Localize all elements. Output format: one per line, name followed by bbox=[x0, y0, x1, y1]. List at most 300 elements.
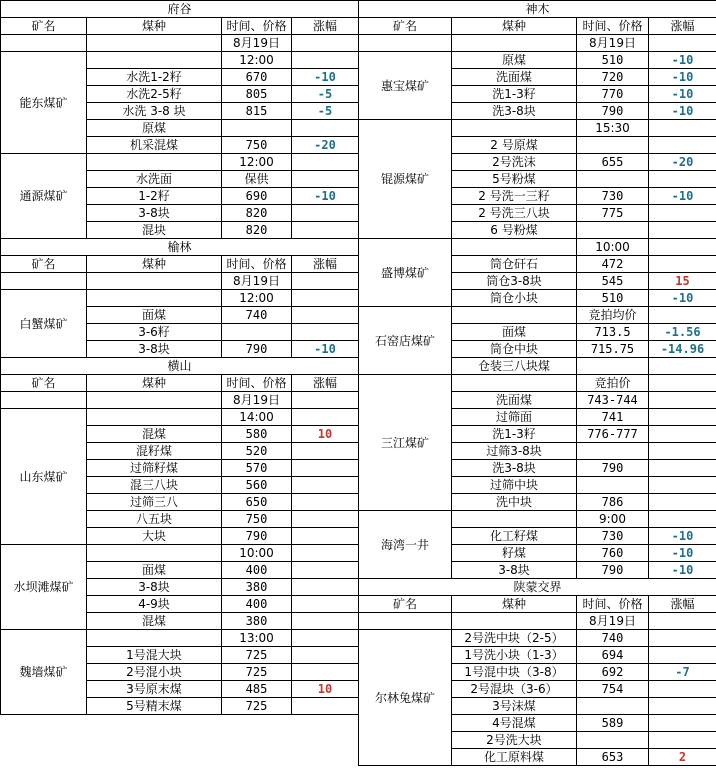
price-cell: 400 bbox=[222, 562, 292, 579]
coal-type: 面煤 bbox=[87, 307, 222, 324]
coal-type: 2号洗中块（2-5） bbox=[452, 630, 577, 647]
change-cell bbox=[649, 137, 716, 154]
blank-cell bbox=[292, 290, 359, 307]
table-row bbox=[359, 630, 716, 647]
table-row bbox=[1, 154, 359, 171]
coal-type: 3号沫煤 bbox=[452, 698, 577, 715]
price-cell: 690 bbox=[222, 188, 292, 205]
blank-cell bbox=[292, 35, 359, 52]
price-cell: 805 bbox=[222, 86, 292, 103]
change-cell bbox=[649, 409, 716, 426]
left-price-table bbox=[0, 0, 359, 715]
price-cell: 754 bbox=[577, 681, 649, 698]
price-cell: 589 bbox=[577, 715, 649, 732]
coal-type: 6 号粉煤 bbox=[452, 222, 577, 239]
change-cell: -10 bbox=[649, 290, 716, 307]
table-row bbox=[359, 239, 716, 256]
coal-type: 原煤 bbox=[87, 120, 222, 137]
coal-type: 过筛3-8块 bbox=[452, 443, 577, 460]
change-cell bbox=[292, 171, 359, 188]
column-header: 煤种 bbox=[87, 375, 222, 392]
blank-cell bbox=[87, 52, 222, 69]
price-cell bbox=[577, 732, 649, 749]
coal-type: 籽煤 bbox=[452, 545, 577, 562]
price-cell: 380 bbox=[222, 613, 292, 630]
price-cell: 650 bbox=[222, 494, 292, 511]
price-cell: 400 bbox=[222, 596, 292, 613]
price-cell: 725 bbox=[222, 647, 292, 664]
coal-type: 八五块 bbox=[87, 511, 222, 528]
region-title: 横山 bbox=[1, 358, 359, 375]
column-header: 矿名 bbox=[359, 18, 452, 35]
time-cell: 10:00 bbox=[222, 545, 292, 562]
change-cell: -20 bbox=[292, 137, 359, 154]
price-cell: 510 bbox=[577, 290, 649, 307]
coal-type: 混籽煤 bbox=[87, 443, 222, 460]
coal-type: 2 号原煤 bbox=[452, 137, 577, 154]
coal-type: 水洗面 bbox=[87, 171, 222, 188]
price-cell: 520 bbox=[222, 443, 292, 460]
table-row bbox=[1, 358, 359, 375]
blank-cell bbox=[452, 35, 577, 52]
price-cell: 750 bbox=[222, 137, 292, 154]
coal-type: 原煤 bbox=[452, 52, 577, 69]
table-row bbox=[1, 18, 359, 35]
coal-type: 1-2籽 bbox=[87, 188, 222, 205]
table-row bbox=[1, 239, 359, 256]
column-header: 矿名 bbox=[1, 256, 87, 273]
blank-cell bbox=[359, 613, 452, 630]
blank-cell bbox=[452, 120, 577, 137]
blank-cell bbox=[452, 375, 577, 392]
coal-type: 洗3-8块 bbox=[452, 460, 577, 477]
price-cell: 715.75 bbox=[577, 341, 649, 358]
blank-cell bbox=[649, 375, 716, 392]
change-cell bbox=[292, 511, 359, 528]
change-cell: 2 bbox=[649, 749, 716, 766]
price-cell: 820 bbox=[222, 205, 292, 222]
coal-type: 筒仓小块 bbox=[452, 290, 577, 307]
price-cell bbox=[222, 120, 292, 137]
mine-name: 魏墙煤矿 bbox=[1, 630, 87, 715]
date-cell: 8月19日 bbox=[222, 392, 292, 409]
price-cell: 保供 bbox=[222, 171, 292, 188]
table-row bbox=[359, 120, 716, 137]
table-row bbox=[1, 375, 359, 392]
change-cell: -10 bbox=[649, 562, 716, 579]
table-row bbox=[359, 52, 716, 69]
blank-cell bbox=[87, 545, 222, 562]
price-cell: 510 bbox=[577, 52, 649, 69]
table-row bbox=[359, 1, 716, 18]
change-cell bbox=[649, 358, 716, 375]
table-row bbox=[1, 52, 359, 69]
change-cell bbox=[649, 494, 716, 511]
change-cell: -14.96 bbox=[649, 341, 716, 358]
coal-type: 5号精末煤 bbox=[87, 698, 222, 715]
change-cell bbox=[292, 613, 359, 630]
change-cell bbox=[649, 171, 716, 188]
price-cell: 560 bbox=[222, 477, 292, 494]
mine-name: 盛博煤矿 bbox=[359, 239, 452, 307]
blank-cell bbox=[452, 239, 577, 256]
coal-type: 3-8块 bbox=[452, 562, 577, 579]
blank-cell bbox=[292, 273, 359, 290]
blank-cell bbox=[359, 35, 452, 52]
price-cell: 730 bbox=[577, 188, 649, 205]
price-cell: 485 bbox=[222, 681, 292, 698]
price-cell: 580 bbox=[222, 426, 292, 443]
coal-type: 1号洗小块（1-3） bbox=[452, 647, 577, 664]
price-cell: 380 bbox=[222, 579, 292, 596]
column-header: 矿名 bbox=[359, 596, 452, 613]
change-cell bbox=[649, 715, 716, 732]
table-row bbox=[1, 545, 359, 562]
table-row bbox=[1, 1, 359, 18]
price-cell: 740 bbox=[577, 630, 649, 647]
change-cell bbox=[292, 562, 359, 579]
mine-name: 海湾一井 bbox=[359, 511, 452, 579]
change-cell bbox=[649, 647, 716, 664]
change-cell: 10 bbox=[292, 681, 359, 698]
table-row bbox=[359, 307, 716, 324]
table-row bbox=[359, 375, 716, 392]
price-cell: 790 bbox=[577, 103, 649, 120]
coal-type: 1号混中块（3-8） bbox=[452, 664, 577, 681]
region-title: 榆林 bbox=[1, 239, 359, 256]
column-header: 时间、价格 bbox=[577, 596, 649, 613]
price-cell: 655 bbox=[577, 154, 649, 171]
price-cell: 790 bbox=[577, 562, 649, 579]
column-header: 时间、价格 bbox=[222, 18, 292, 35]
date-cell: 8月19日 bbox=[577, 613, 649, 630]
table-row bbox=[1, 256, 359, 273]
coal-type: 4-9块 bbox=[87, 596, 222, 613]
change-cell: -5 bbox=[292, 103, 359, 120]
price-cell: 790 bbox=[222, 528, 292, 545]
price-cell bbox=[577, 171, 649, 188]
mine-name: 通源煤矿 bbox=[1, 154, 87, 239]
blank-cell bbox=[87, 35, 222, 52]
blank-cell bbox=[452, 307, 577, 324]
blank-cell bbox=[87, 392, 222, 409]
time-cell: 9:00 bbox=[577, 511, 649, 528]
time-cell: 10:00 bbox=[577, 239, 649, 256]
table-row bbox=[1, 409, 359, 426]
blank-cell bbox=[292, 52, 359, 69]
coal-type: 洗面煤 bbox=[452, 69, 577, 86]
price-cell: 741 bbox=[577, 409, 649, 426]
mine-name: 白蟹煤矿 bbox=[1, 290, 87, 358]
change-cell: -1.56 bbox=[649, 324, 716, 341]
time-cell: 13:00 bbox=[222, 630, 292, 647]
change-cell bbox=[649, 426, 716, 443]
time-cell: 12:00 bbox=[222, 154, 292, 171]
price-cell: 770 bbox=[577, 86, 649, 103]
price-cell bbox=[577, 443, 649, 460]
blank-cell bbox=[649, 35, 716, 52]
change-cell: -10 bbox=[292, 188, 359, 205]
coal-type: 面煤 bbox=[452, 324, 577, 341]
coal-type: 2 号洗一三籽 bbox=[452, 188, 577, 205]
blank-cell bbox=[292, 409, 359, 426]
column-header: 煤种 bbox=[452, 596, 577, 613]
coal-type: 面煤 bbox=[87, 562, 222, 579]
coal-type: 过筛面 bbox=[452, 409, 577, 426]
price-cell: 720 bbox=[577, 69, 649, 86]
change-cell bbox=[649, 256, 716, 273]
change-cell bbox=[292, 222, 359, 239]
coal-type: 过筛籽煤 bbox=[87, 460, 222, 477]
column-header: 矿名 bbox=[1, 18, 87, 35]
change-cell bbox=[649, 205, 716, 222]
change-cell: -10 bbox=[292, 69, 359, 86]
coal-type: 化工籽煤 bbox=[452, 528, 577, 545]
region-title: 神木 bbox=[359, 1, 716, 18]
blank-cell bbox=[292, 630, 359, 647]
coal-type: 3号原末煤 bbox=[87, 681, 222, 698]
change-cell: -10 bbox=[649, 545, 716, 562]
coal-type: 混煤 bbox=[87, 613, 222, 630]
coal-type: 水洗2-5籽 bbox=[87, 86, 222, 103]
price-cell: 713.5 bbox=[577, 324, 649, 341]
change-cell bbox=[292, 307, 359, 324]
column-header: 时间、价格 bbox=[222, 375, 292, 392]
change-cell: -7 bbox=[649, 664, 716, 681]
blank-cell bbox=[87, 630, 222, 647]
table-row bbox=[359, 511, 716, 528]
price-cell: 740 bbox=[222, 307, 292, 324]
price-cell: 790 bbox=[222, 341, 292, 358]
change-cell: -10 bbox=[649, 188, 716, 205]
blank-cell bbox=[292, 545, 359, 562]
blank-cell bbox=[87, 273, 222, 290]
coal-type: 混煤 bbox=[87, 426, 222, 443]
date-cell: 8月19日 bbox=[222, 35, 292, 52]
blank-cell bbox=[292, 154, 359, 171]
price-cell: 750 bbox=[222, 511, 292, 528]
mine-name: 能东煤矿 bbox=[1, 52, 87, 154]
change-cell bbox=[292, 120, 359, 137]
change-cell: 10 bbox=[292, 426, 359, 443]
change-cell bbox=[292, 460, 359, 477]
coal-type: 仓装三八块煤 bbox=[452, 358, 577, 375]
coal-type: 3-8块 bbox=[87, 205, 222, 222]
blank-cell bbox=[452, 613, 577, 630]
blank-cell bbox=[1, 273, 87, 290]
table-row bbox=[359, 579, 716, 596]
coal-type: 洗面煤 bbox=[452, 392, 577, 409]
coal-type: 2 号洗三八块 bbox=[452, 205, 577, 222]
change-cell bbox=[292, 528, 359, 545]
price-cell: 775 bbox=[577, 205, 649, 222]
blank-cell bbox=[87, 154, 222, 171]
time-cell: 竞拍均价 bbox=[577, 307, 649, 324]
change-cell bbox=[649, 732, 716, 749]
price-cell: 692 bbox=[577, 664, 649, 681]
change-cell bbox=[292, 647, 359, 664]
price-cell bbox=[577, 358, 649, 375]
change-cell bbox=[649, 477, 716, 494]
column-header: 煤种 bbox=[87, 18, 222, 35]
change-cell bbox=[292, 494, 359, 511]
price-cell: 694 bbox=[577, 647, 649, 664]
coal-type: 筒仓3-8块 bbox=[452, 273, 577, 290]
coal-type: 混三八块 bbox=[87, 477, 222, 494]
table-row bbox=[1, 35, 359, 52]
price-cell: 653 bbox=[577, 749, 649, 766]
change-cell bbox=[292, 477, 359, 494]
date-cell: 8月19日 bbox=[222, 273, 292, 290]
change-cell: -10 bbox=[292, 341, 359, 358]
coal-type: 大块 bbox=[87, 528, 222, 545]
price-cell bbox=[577, 222, 649, 239]
coal-type: 2号洗沫 bbox=[452, 154, 577, 171]
change-cell bbox=[292, 443, 359, 460]
column-header: 涨幅 bbox=[649, 18, 716, 35]
right-price-table bbox=[358, 0, 716, 766]
table-row bbox=[1, 273, 359, 290]
change-cell bbox=[649, 698, 716, 715]
price-cell: 820 bbox=[222, 222, 292, 239]
coal-type: 洗3-8块 bbox=[452, 103, 577, 120]
mine-name: 水坝滩煤矿 bbox=[1, 545, 87, 630]
coal-type: 2号洗大块 bbox=[452, 732, 577, 749]
coal-type: 筒仓中块 bbox=[452, 341, 577, 358]
time-cell: 15:30 bbox=[577, 120, 649, 137]
price-cell: 570 bbox=[222, 460, 292, 477]
column-header: 时间、价格 bbox=[222, 256, 292, 273]
price-cell bbox=[577, 698, 649, 715]
coal-type: 3-6籽 bbox=[87, 324, 222, 341]
blank-cell bbox=[649, 120, 716, 137]
change-cell bbox=[292, 664, 359, 681]
column-header: 涨幅 bbox=[292, 256, 359, 273]
change-cell bbox=[649, 443, 716, 460]
blank-cell bbox=[292, 392, 359, 409]
change-cell: -10 bbox=[649, 52, 716, 69]
price-cell: 760 bbox=[577, 545, 649, 562]
coal-type: 4号混煤 bbox=[452, 715, 577, 732]
mine-name: 山东煤矿 bbox=[1, 409, 87, 545]
change-cell bbox=[292, 579, 359, 596]
coal-type: 水洗1-2籽 bbox=[87, 69, 222, 86]
date-cell: 8月19日 bbox=[577, 35, 649, 52]
change-cell: -10 bbox=[649, 103, 716, 120]
table-row bbox=[1, 630, 359, 647]
price-cell: 743-744 bbox=[577, 392, 649, 409]
coal-type: 水洗 3-8 块 bbox=[87, 103, 222, 120]
table-row bbox=[1, 392, 359, 409]
change-cell bbox=[292, 205, 359, 222]
price-cell: 790 bbox=[577, 460, 649, 477]
column-header: 时间、价格 bbox=[577, 18, 649, 35]
price-cell bbox=[577, 477, 649, 494]
change-cell: -20 bbox=[649, 154, 716, 171]
change-cell: -10 bbox=[649, 86, 716, 103]
blank-cell bbox=[1, 35, 87, 52]
change-cell bbox=[292, 596, 359, 613]
table-row bbox=[359, 613, 716, 630]
blank-cell bbox=[87, 409, 222, 426]
price-cell: 730 bbox=[577, 528, 649, 545]
table-row bbox=[1, 290, 359, 307]
coal-type: 洗中块 bbox=[452, 494, 577, 511]
change-cell bbox=[649, 222, 716, 239]
change-cell bbox=[649, 392, 716, 409]
price-cell bbox=[577, 137, 649, 154]
price-cell: 786 bbox=[577, 494, 649, 511]
coal-type: 洗1-3籽 bbox=[452, 86, 577, 103]
column-header: 矿名 bbox=[1, 375, 87, 392]
coal-type: 3-8块 bbox=[87, 579, 222, 596]
table-row bbox=[359, 596, 716, 613]
column-header: 煤种 bbox=[87, 256, 222, 273]
table-row bbox=[359, 35, 716, 52]
mine-name: 三江煤矿 bbox=[359, 375, 452, 511]
mine-name: 锟源煤矿 bbox=[359, 120, 452, 239]
price-cell: 472 bbox=[577, 256, 649, 273]
price-cell: 725 bbox=[222, 698, 292, 715]
change-cell bbox=[649, 460, 716, 477]
time-cell: 竞拍价 bbox=[577, 375, 649, 392]
blank-cell bbox=[649, 239, 716, 256]
coal-type: 过筛三八 bbox=[87, 494, 222, 511]
change-cell: -10 bbox=[649, 528, 716, 545]
coal-type: 洗1-3籽 bbox=[452, 426, 577, 443]
column-header: 煤种 bbox=[452, 18, 577, 35]
region-title: 府谷 bbox=[1, 1, 359, 18]
blank-cell bbox=[649, 307, 716, 324]
region-title: 陕蒙交界 bbox=[359, 579, 716, 596]
coal-type: 化工原料煤 bbox=[452, 749, 577, 766]
blank-cell bbox=[1, 392, 87, 409]
change-cell bbox=[292, 698, 359, 715]
price-cell bbox=[222, 324, 292, 341]
change-cell bbox=[292, 324, 359, 341]
blank-cell bbox=[649, 613, 716, 630]
change-cell: 15 bbox=[649, 273, 716, 290]
change-cell bbox=[649, 630, 716, 647]
coal-type: 混块 bbox=[87, 222, 222, 239]
blank-cell bbox=[87, 290, 222, 307]
price-cell: 670 bbox=[222, 69, 292, 86]
coal-type: 机采混煤 bbox=[87, 137, 222, 154]
mine-name: 尔林兔煤矿 bbox=[359, 630, 452, 766]
coal-type: 过筛中块 bbox=[452, 477, 577, 494]
column-header: 涨幅 bbox=[292, 18, 359, 35]
mine-name: 惠宝煤矿 bbox=[359, 52, 452, 120]
coal-type: 2号混块（3-6） bbox=[452, 681, 577, 698]
column-header: 涨幅 bbox=[649, 596, 716, 613]
time-cell: 12:00 bbox=[222, 290, 292, 307]
change-cell: -10 bbox=[649, 69, 716, 86]
price-cell: 776-777 bbox=[577, 426, 649, 443]
mine-name: 石窑店煤矿 bbox=[359, 307, 452, 375]
blank-cell bbox=[649, 511, 716, 528]
change-cell bbox=[649, 681, 716, 698]
column-header: 涨幅 bbox=[292, 375, 359, 392]
change-cell: -5 bbox=[292, 86, 359, 103]
coal-type: 3-8块 bbox=[87, 341, 222, 358]
price-cell: 815 bbox=[222, 103, 292, 120]
coal-type: 筒仓矸石 bbox=[452, 256, 577, 273]
blank-cell bbox=[452, 511, 577, 528]
coal-type: 1号混大块 bbox=[87, 647, 222, 664]
price-cell: 545 bbox=[577, 273, 649, 290]
time-cell: 12:00 bbox=[222, 52, 292, 69]
table-row bbox=[359, 18, 716, 35]
